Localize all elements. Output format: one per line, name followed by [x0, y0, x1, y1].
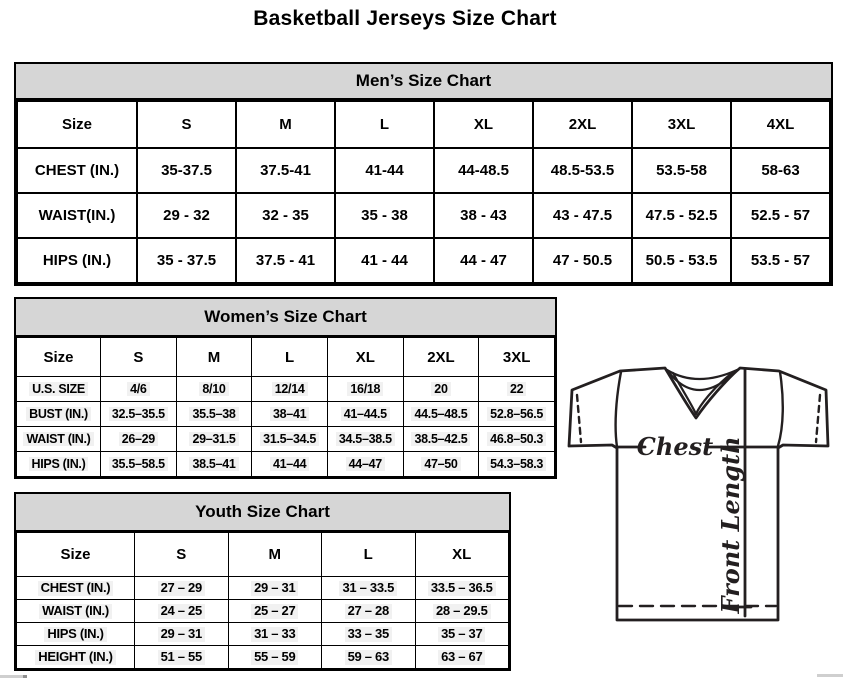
cell-value: U.S. SIZE	[29, 382, 88, 396]
ui-fragment-bottom-right	[817, 674, 843, 677]
page-title: Basketball Jerseys Size Chart	[253, 7, 557, 30]
table-row	[17, 402, 555, 427]
table-cell: 35 - 37.5	[137, 238, 236, 283]
cell-value: 34.5–38.5	[336, 432, 395, 446]
cell-value: HIPS (IN.)	[44, 627, 106, 642]
cell-value: 32.5–35.5	[109, 407, 168, 421]
cell-value: 55 – 59	[251, 650, 298, 665]
table-cell: 32 - 35	[236, 193, 335, 238]
cell-value: 29 – 31	[158, 627, 205, 642]
womens-table-header	[17, 338, 555, 377]
column-header: 2XL	[403, 338, 479, 377]
table-cell: 37.5 - 41	[236, 238, 335, 283]
column-header: 3XL	[479, 338, 555, 377]
table-cell: 44 - 47	[434, 238, 533, 283]
table-cell: 29 - 32	[137, 193, 236, 238]
cell-value: HIPS (IN.)	[29, 457, 89, 471]
cell-value: 29 – 31	[251, 581, 298, 596]
column-header: 2XL	[533, 101, 632, 148]
table-cell: 58-63	[731, 148, 830, 193]
womens-size-chart	[14, 297, 557, 479]
left-armhole-seam	[616, 372, 621, 447]
cell-value: 33 – 35	[345, 627, 392, 642]
table-cell: 47 - 50.5	[533, 238, 632, 283]
table-cell	[176, 377, 252, 402]
table-cell	[135, 577, 229, 600]
cell-value: 22	[507, 382, 526, 396]
table-cell	[327, 452, 403, 477]
cell-value: BUST (IN.)	[26, 407, 91, 421]
table-cell: 50.5 - 53.5	[632, 238, 731, 283]
row-header	[17, 377, 101, 402]
cell-value: 33.5 – 36.5	[428, 581, 496, 596]
table-cell	[479, 452, 555, 477]
womens-table-body	[17, 377, 555, 477]
table-cell	[415, 577, 509, 600]
column-header: M	[176, 338, 252, 377]
jersey-outline	[569, 368, 828, 620]
table-cell	[479, 402, 555, 427]
table-cell	[322, 577, 416, 600]
cell-value: 31 – 33.5	[339, 581, 397, 596]
table-cell: 43 - 47.5	[533, 193, 632, 238]
cell-value: 47–50	[421, 457, 460, 471]
table-cell	[415, 623, 509, 646]
cell-value: WAIST (IN.)	[39, 604, 112, 619]
column-header: L	[322, 533, 416, 577]
table-row	[17, 623, 509, 646]
column-header: 3XL	[632, 101, 731, 148]
table-cell	[135, 646, 229, 669]
cell-value: 24 – 25	[158, 604, 205, 619]
womens-size-table	[16, 337, 555, 477]
row-header: HIPS (IN.)	[17, 238, 137, 283]
jersey-diagram	[555, 358, 843, 628]
header-row	[17, 338, 555, 377]
column-header: M	[236, 101, 335, 148]
table-cell	[403, 427, 479, 452]
youth-chart-title: Youth Size Chart	[16, 494, 509, 532]
cell-value: 44.5–48.5	[411, 407, 470, 421]
row-header	[17, 600, 135, 623]
cell-value: 63 – 67	[438, 650, 485, 665]
cell-value: 44–47	[346, 457, 385, 471]
table-cell: 44-48.5	[434, 148, 533, 193]
right-cuff-dashes	[816, 395, 820, 442]
row-header: WAIST(IN.)	[17, 193, 137, 238]
table-row	[17, 577, 509, 600]
table-cell: 52.5 - 57	[731, 193, 830, 238]
table-row	[17, 452, 555, 477]
row-header: CHEST (IN.)	[17, 148, 137, 193]
cell-value: 27 – 29	[158, 581, 205, 596]
column-header: Size	[17, 533, 135, 577]
cell-value: CHEST (IN.)	[38, 581, 114, 596]
table-cell: 37.5-41	[236, 148, 335, 193]
table-cell: 53.5 - 57	[731, 238, 830, 283]
cell-value: 46.8–50.3	[487, 432, 546, 446]
cell-value: 59 – 63	[345, 650, 392, 665]
table-cell	[135, 600, 229, 623]
cell-value: 38–41	[270, 407, 309, 421]
table-cell	[101, 427, 177, 452]
cell-value: 26–29	[119, 432, 158, 446]
cell-value: 27 – 28	[345, 604, 392, 619]
ui-fragment-bottom-left	[0, 675, 27, 678]
table-cell: 35-37.5	[137, 148, 236, 193]
row-header	[17, 427, 101, 452]
table-cell	[101, 452, 177, 477]
cell-value: 31.5–34.5	[260, 432, 319, 446]
table-cell	[135, 623, 229, 646]
table-cell	[415, 600, 509, 623]
table-cell	[101, 377, 177, 402]
table-row	[17, 600, 509, 623]
cell-value: 8/10	[199, 382, 228, 396]
table-cell	[415, 646, 509, 669]
mens-table-header	[17, 101, 830, 148]
table-cell	[228, 623, 322, 646]
cell-value: 35.5–38	[189, 407, 238, 421]
table-cell	[322, 600, 416, 623]
header-row	[17, 533, 509, 577]
table-cell	[327, 377, 403, 402]
mens-table-body	[17, 148, 830, 283]
cell-value: 52.8–56.5	[487, 407, 546, 421]
cell-value: 28 – 29.5	[433, 604, 491, 619]
table-cell: 35 - 38	[335, 193, 434, 238]
table-cell	[176, 427, 252, 452]
cell-value: 38.5–41	[189, 457, 238, 471]
cell-value: 20	[431, 382, 450, 396]
column-header: Size	[17, 338, 101, 377]
womens-chart-title: Women’s Size Chart	[16, 299, 555, 337]
table-cell	[252, 402, 328, 427]
table-cell: 47.5 - 52.5	[632, 193, 731, 238]
table-cell: 38 - 43	[434, 193, 533, 238]
column-header: S	[137, 101, 236, 148]
table-row	[17, 427, 555, 452]
table-row	[17, 148, 830, 193]
cell-value: 29–31.5	[189, 432, 238, 446]
column-header: S	[101, 338, 177, 377]
table-cell	[228, 577, 322, 600]
column-header: M	[228, 533, 322, 577]
cell-value: 16/18	[347, 382, 383, 396]
front-length-label: Front Length	[716, 436, 745, 614]
table-cell	[403, 377, 479, 402]
youth-size-table	[16, 532, 509, 669]
table-cell	[176, 402, 252, 427]
youth-table-body	[17, 577, 509, 669]
row-header	[17, 402, 101, 427]
table-cell	[479, 427, 555, 452]
table-cell	[322, 623, 416, 646]
row-header	[17, 577, 135, 600]
cell-value: 35.5–58.5	[109, 457, 168, 471]
table-cell	[252, 377, 328, 402]
column-header: L	[252, 338, 328, 377]
table-cell	[327, 402, 403, 427]
column-header: 4XL	[731, 101, 830, 148]
row-header	[17, 623, 135, 646]
table-cell: 41 - 44	[335, 238, 434, 283]
table-cell: 41-44	[335, 148, 434, 193]
right-armhole-seam	[778, 372, 783, 446]
header-row	[17, 101, 830, 148]
column-header: XL	[415, 533, 509, 577]
mens-size-table	[16, 100, 831, 284]
cell-value: 31 – 33	[251, 627, 298, 642]
table-cell: 48.5-53.5	[533, 148, 632, 193]
column-header: XL	[434, 101, 533, 148]
table-cell: 53.5-58	[632, 148, 731, 193]
table-row	[17, 238, 830, 283]
table-cell	[176, 452, 252, 477]
cell-value: WAIST (IN.)	[23, 432, 93, 446]
cell-value: 41–44	[270, 457, 309, 471]
cell-value: 54.3–58.3	[487, 457, 546, 471]
table-cell	[252, 452, 328, 477]
table-cell	[228, 600, 322, 623]
youth-size-chart	[14, 492, 511, 671]
table-cell	[327, 427, 403, 452]
cell-value: HEIGHT (IN.)	[35, 650, 115, 665]
table-row	[17, 646, 509, 669]
table-cell	[322, 646, 416, 669]
youth-table-header	[17, 533, 509, 577]
cell-value: 25 – 27	[251, 604, 298, 619]
table-cell	[228, 646, 322, 669]
mens-chart-title: Men’s Size Chart	[16, 64, 831, 100]
mens-size-chart	[14, 62, 833, 286]
cell-value: 51 – 55	[158, 650, 205, 665]
table-cell	[403, 402, 479, 427]
table-cell	[101, 402, 177, 427]
table-cell	[252, 427, 328, 452]
row-header	[17, 452, 101, 477]
cell-value: 38.5–42.5	[411, 432, 470, 446]
table-cell	[403, 452, 479, 477]
row-header	[17, 646, 135, 669]
cell-value: 35 – 37	[438, 627, 485, 642]
cell-value: 12/14	[272, 382, 308, 396]
table-row	[17, 193, 830, 238]
cell-value: 41–44.5	[341, 407, 390, 421]
left-cuff-dashes	[577, 395, 581, 442]
cell-value: 4/6	[127, 382, 149, 396]
column-header: L	[335, 101, 434, 148]
column-header: XL	[327, 338, 403, 377]
table-cell	[479, 377, 555, 402]
table-row	[17, 377, 555, 402]
column-header: S	[135, 533, 229, 577]
column-header: Size	[17, 101, 137, 148]
chest-label: Chest	[636, 432, 714, 461]
